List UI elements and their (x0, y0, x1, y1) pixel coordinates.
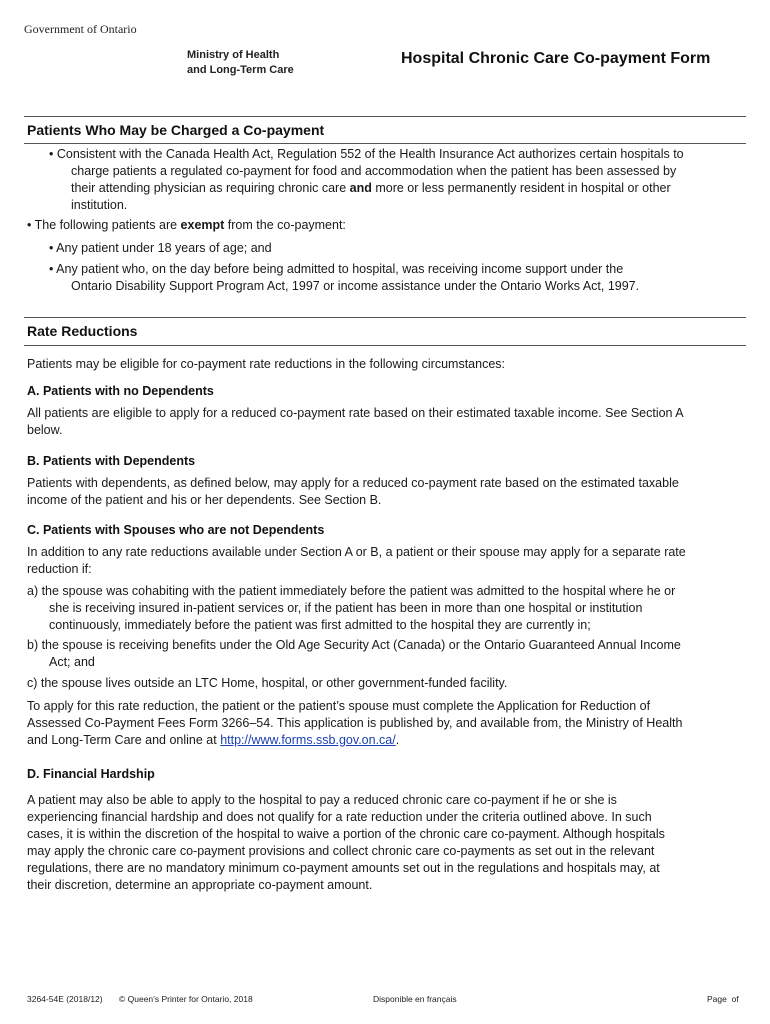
paragraph-financial-hardship: A patient may also be able to apply to the hospital to pay a reduced chronic care co-payment if he or she is experiencing financial hardship and does not qualify for a rate reduction under the criteria outlined above. In such cases, it is within the discretion of the hospital to waive a portion of the chronic care co-payment. Although hospitals may apply the chronic care co-payment provisions and collect chronic care co-payments as set out in the relevant regulations, there are no mandatory minimum co-payment amounts set out in the regulations and hospitals may, at their discretion, determine an appropriate co-payment amount. (27, 793, 665, 892)
forms-link[interactable]: http://www.forms.ssb.gov.on.ca/ (220, 733, 396, 747)
subheading-financial-hardship: D. Financial Hardship (27, 767, 155, 781)
paragraph-no-dependents: All patients are eligible to apply for a reduced co-payment rate based on their estimated taxable income. See Section A below. (27, 406, 684, 437)
paragraph-with-dependents: Patients with dependents, as defined below, may apply for a reduced co-payment rate based on the estimated taxable income of the patient and his or her dependents. See Section B. (27, 476, 679, 507)
footer-french-availability: Disponible en français (373, 994, 457, 1004)
ministry-line-1: Ministry of Health (187, 49, 280, 61)
subheading-spouses: C. Patients with Spouses who are not Dependents (27, 523, 325, 537)
footer-page-number: Page of (707, 994, 739, 1004)
bullet-regulation-line: charge patients a regulated co-payment for food and accommodation when the patient has been assessed by (71, 164, 677, 178)
section-heading-rate-reductions: Rate Reductions (27, 323, 138, 339)
bullet-regulation-line: institution. (71, 198, 128, 212)
condition-b: b) the spouse is receiving benefits under the Old Age Security Act (Canada) or the Ontario Guaranteed Annual Income Act; and (27, 638, 681, 669)
section-divider-top (24, 317, 746, 318)
section-divider-top (24, 116, 746, 117)
bullet-regulation-line: their attending physician as requiring chronic care and more or less permanently resident in hospital or other (71, 181, 671, 195)
bullet-regulation (49, 146, 749, 214)
ministry-line-2: and Long-Term Care (187, 64, 294, 76)
form-title: Hospital Chronic Care Co-payment Form (401, 50, 711, 67)
ministry-name (187, 48, 294, 78)
section-divider-bottom (24, 143, 746, 144)
sub-bullet-income-support: • Any patient who, on the day before being admitted to hospital, was receiving income support under the Ontario Disability Support Program Act, 1997 or income assistance under the Ontario Works Act, 1997. (49, 262, 640, 293)
apply-paragraph: To apply for this rate reduction, the patient or the patient’s spouse must complete the Application for Reduction of Assessed Co-Payment Fees Form 3266–54. This application is published by, and available from, the Ministry of Health and Long-Term Care and online at http://www.forms.ssb.gov.on.ca/. (27, 699, 683, 747)
subheading-no-dependents: A. Patients with no Dependents (27, 384, 214, 398)
section-divider-bottom (24, 345, 746, 346)
bullet-exempt: • The following patients are exempt from the co-payment: (27, 218, 346, 232)
subheading-with-dependents: B. Patients with Dependents (27, 454, 196, 468)
rate-intro: Patients may be eligible for co-payment rate reductions in the following circumstances: (27, 357, 506, 371)
sub-bullet-age: • Any patient under 18 years of age; and (49, 241, 272, 255)
section-heading-copayment: Patients Who May be Charged a Co-payment (27, 122, 325, 138)
paragraph-spouses: In addition to any rate reductions available under Section A or B, a patient or their spouse may apply for a separate rate reduction if: (27, 545, 686, 576)
bullet-regulation-line: • Consistent with the Canada Health Act, Regulation 552 of the Health Insurance Act authorizes certain hospitals to (49, 147, 684, 161)
government-name: Government of Ontario (24, 22, 137, 36)
footer-form-number: 3264-54E (2018/12) (27, 994, 103, 1004)
footer-copyright: © Queen’s Printer for Ontario, 2018 (119, 994, 253, 1004)
condition-a: a) the spouse was cohabiting with the patient immediately before the patient was admitted to the hospital where he or she is receiving insured in-patient services or, if the patient has been in more than one hospital or institution continuously, immediately before the patient was first admitted to the hospital they are currently in; (27, 584, 676, 632)
condition-c: c) the spouse lives outside an LTC Home, hospital, or other government-funded facility. (27, 676, 508, 690)
